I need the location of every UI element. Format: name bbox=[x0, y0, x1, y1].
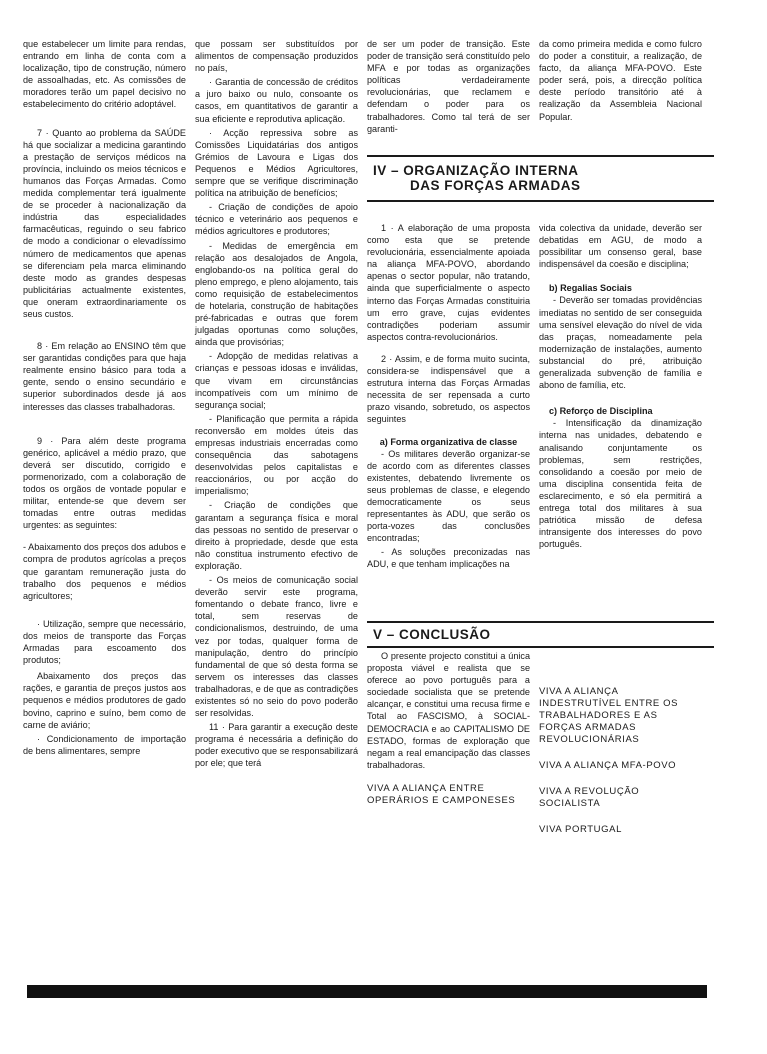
paragraph: 8 · Em relação ao ENSINO têm que ser garantidas condições para que haja realmente ensino básico para toda a gente, sendo o ensino secundário e superior subordinados desde já aos interesses das classes trabalhadoras. bbox=[23, 341, 186, 412]
paragraph: 1 · A elaboração de uma proposta como esta que se pretende revolucionária, essencialmente apoiada na aliança MFA-POVO, abordando apenas o sector popular, não tratando, ainda que superficialmente o aspecto interno das Forças Armadas constituiria um erro grave, cujas evidentes contradições poderiam assumir aspectos contra-revolucionários. bbox=[367, 223, 530, 342]
paragraph: · Acção repressiva sobre as Comissões Liquidatárias dos antigos Grémios de Lavoura e Ligas dos Pequenos e Médios Agricultores, sempre que se verifique discriminação política na atribuição de benefícios; bbox=[195, 127, 358, 199]
paragraph: - Deverão ser tomadas providências imediatas no sentido de ser conseguida uma sensível elevação do nível de vida das praças, nomeadamente pela modernização de instalações, aumento substancial do pré, atribuição generalizada subvenção de família e abono de família, etc. bbox=[539, 295, 702, 391]
viva-slogan: VIVA A REVOLUÇÃO SOCIALISTA bbox=[539, 786, 640, 809]
paragraph: · Condicionamento de importação de bens alimentares, sempre bbox=[23, 733, 186, 756]
paragraph: Abaixamento dos preços das rações, e garantia de preços justos aos pequenos e médios produtores de gado bovino, caprino e suíno, bem como de carne de aviário; bbox=[23, 671, 186, 730]
column-4-slogans bbox=[539, 686, 702, 846]
column-3 bbox=[367, 38, 530, 145]
paragraph: - Criação de condições que garantam a segurança física e moral das pessoas no sentido de preservar o direito à propriedade, desde que esta não constitua instrumento efectivo de exploração. bbox=[195, 500, 358, 571]
paragraph: - Adopção de medidas relativas a crianças e pessoas idosas e inválidas, que vivam em circunstâncias incompatíveis com um mínimo de segurança social; bbox=[195, 351, 358, 410]
viva-slogan: VIVA PORTUGAL bbox=[539, 824, 622, 835]
viva-slogan: VIVA A ALIANÇA INDESTRUTÍVEL ENTRE OS TRABALHADORES E AS FORÇAS ARMADAS REVOLUCIONÁRIAS bbox=[539, 686, 679, 745]
column-4 bbox=[539, 38, 702, 133]
paragraph: de ser um poder de transição. Este poder de transição será constituído pelo MFA e por todas as organizações políticas verdadeiramente revolucionárias, que reclamem e defendam o poder para os trabalhadores. Como tal terá de ser garanti- bbox=[367, 39, 530, 134]
column-1 bbox=[23, 38, 186, 767]
paragraph: 11 · Para garantir a execução deste programa é necessária a definição do poder executivo que se responsabilizará por ele; que terá bbox=[195, 722, 358, 769]
section-heading-line: DAS FORÇAS ARMADAS bbox=[410, 178, 581, 193]
viva-slogan: VIVA A ALIANÇA MFA-POVO bbox=[539, 760, 677, 771]
paragraph: vida colectiva da unidade, deverão ser debatidas em AGU, de modo a possibilitar um consenso geral, base indispensável da coesão e disciplina; bbox=[539, 223, 702, 270]
column-2 bbox=[195, 38, 358, 780]
paragraph: · Utilização, sempre que necessário, dos meios de transporte das Forças Armadas para escoamento dos produtos; bbox=[23, 618, 186, 666]
paragraph: - Intensificação da dinamização interna nas unidades, debatendo e analisando conjuntamente os problemas, sem restrições, consolidando a coesão por meio de uma disciplina consentida feita de esclarecimento, e só ela permitirá a entrega total dos militares à sua patriótica missão de defesa intransigente dos interesses do povo português. bbox=[539, 418, 702, 550]
paragraph: - As soluções preconizadas nas ADU, e que tenham implicações na bbox=[367, 547, 530, 570]
footer-rule bbox=[27, 985, 707, 998]
section-heading-v bbox=[367, 621, 714, 648]
paragraph: - Os militares deverão organizar-se de acordo com as diferentes classes existentes, debatendo livremente os seus problemas de classe, e elegendo democraticamente os seus representantes às ADU, que serão os porta-vozes das conclusões encontradas; bbox=[367, 448, 530, 544]
paragraph: - Os meios de comunicação social deverão servir este programa, fomentando o debate franco, livre e total, sem reservas de condicionalismos, destruindo, de uma vez por todas, qualquer forma de manipulação, dentro do princípio fundamental de que só desta forma se servem os interesses das classes trabalhadoras, e de que as contradições existentes só no seio do povo poderão ser resolvidas. bbox=[195, 575, 358, 719]
subheading: c) Reforço de Disciplina bbox=[549, 406, 653, 417]
subheading: a) Forma organizativa de classe bbox=[379, 436, 518, 447]
column-3-section-iv bbox=[367, 222, 530, 581]
section-heading-line: IV – ORGANIZAÇÃO INTERNA bbox=[373, 163, 579, 178]
paragraph: 9 · Para além deste programa genérico, aplicável a médio prazo, que deverá ser discutido, corrigido e pormenorizado, com a colaboração de todos os orgãos de vontade popular e militar, entende-se que devem ser tomadas entre outras medidas urgentes: as seguintes: bbox=[23, 435, 186, 531]
column-3-section-v bbox=[367, 650, 530, 817]
paragraph: · Garantia de concessão de créditos a juro baixo ou nulo, consoante os casos, em quantitativos de garantir a sua eficiente e reprodutiva aplicação. bbox=[195, 77, 358, 124]
paragraph: que estabelecer um limite para rendas, entrando em linha de conta com a localização, tipo de construção, número de assoalhadas, etc. As comissões de moradores terão um papel decisivo no estabelecimento do critério adoptável. bbox=[23, 39, 186, 110]
subheading: b) Regalias Sociais bbox=[549, 283, 632, 294]
column-4-section-iv bbox=[539, 222, 702, 560]
paragraph: - Criação de condições de apoio técnico e veterinário aos pequenos e médios agricultores e produtores; bbox=[195, 202, 358, 237]
paragraph: 2 · Assim, e de forma muito sucinta, considera-se indispensável que a estrutura interna das Forças Armadas necessita de ser repensada a curto prazo visando, sobretudo, os aspectos seguintes bbox=[367, 353, 530, 425]
paragraph: - Abaixamento dos preços dos adubos e compra de produtos agrícolas a preços que garantam remuneração justa do trabalho dos pequenos e médios agricultores; bbox=[23, 542, 186, 601]
paragraph: O presente projecto constitui a única proposta viável e realista que se oferece ao povo português para a sociedade socialista que se pretende alcançar, e constitui uma recusa firme e Total ao FASCISMO, à SOCIAL-DEMOCRACIA e ao CAPITALISMO DE ESTADO, formas de exploração que negam a real emancipação das classes trabalhadoras. bbox=[367, 651, 530, 770]
paragraph: 7 · Quanto ao problema da SAÚDE há que socializar a medicina garantindo a prestação de serviços médicos na província, incluindo os meios técnicos e humanos das Forças Armadas. Como medida complementar terá igualmente de se proceder à nacionalização da indústria das especialidades farmacêuticas, reguindo o seu fabrico de modo a condicionar o elevadíssimo número de medicamentos que apenas se diferenciam pela marca eliminando deste modo as grandes despesas publicitárias actualmente existentes, que oneram extraordinariamente os seus custos. bbox=[23, 127, 186, 319]
section-heading-iv bbox=[367, 155, 714, 202]
paragraph: - Medidas de emergência em relação aos desalojados de Angola, englobando-os na política geral do pleno emprego, e pleno alojamento, tais como requisição de estabelecimentos de hotelaria, construção de habitações pré-fabricadas e outras que forem julgadas oportunas como soluções, ainda que provisórias; bbox=[195, 240, 358, 348]
section-heading-line: V – CONCLUSÃO bbox=[373, 627, 491, 642]
paragraph: - Planificação que permita a rápida reconversão em moldes úteis das empresas industriais encerradas como consequência das sabotagens desenvolvidas pelos capitalistas e reaccionários, ou por acção do imperialismo; bbox=[195, 413, 358, 497]
paragraph: da como primeira medida e como fulcro do poder a constituir, a realização, de facto, da aliança MFA-POVO. Este poder será, pois, a direcção política deste período transitório até à realização da Assembleia Nacional Popular. bbox=[539, 39, 702, 122]
viva-slogan: VIVA A ALIANÇA ENTRE OPERÁRIOS E CAMPONESES bbox=[367, 782, 516, 806]
paragraph: que possam ser substituídos por alimentos de compensação produzidos no país, bbox=[195, 39, 358, 74]
